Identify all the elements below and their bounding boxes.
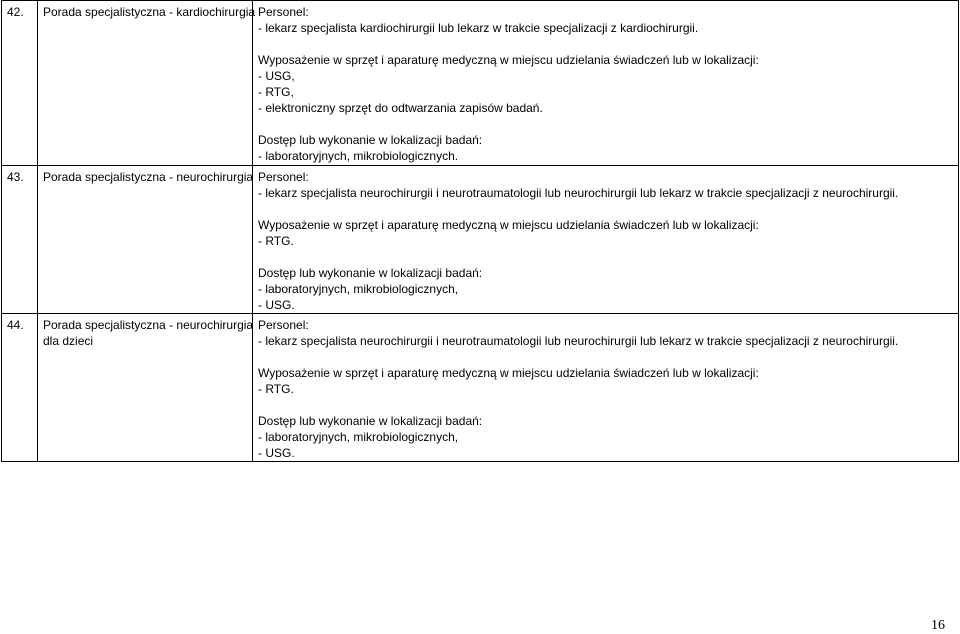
service-name: [38, 166, 253, 314]
equipment-heading: Wyposażenie w sprzęt i aparaturę medyczną w miejscu udzielania świadczeń lub w lokalizacji:: [258, 53, 759, 67]
equipment-item: - RTG.: [258, 234, 294, 248]
service-name: [38, 314, 253, 462]
tests-heading: Dostęp lub wykonanie w lokalizacji badań:: [258, 414, 483, 428]
row-number: 42.: [2, 1, 38, 166]
row-number: 44.: [2, 314, 38, 462]
personnel-heading: Personel:: [258, 170, 309, 184]
equipment-item: - RTG.: [258, 382, 294, 396]
requirements-cell: [253, 166, 959, 314]
service-name-line: Porada specjalistyczna - neurochirurgia: [43, 318, 254, 332]
equipment-heading: Wyposażenie w sprzęt i aparaturę medyczną w miejscu udzielania świadczeń lub w lokalizacji:: [258, 218, 759, 232]
personnel-item: - lekarz specjalista neurochirurgii i neurotraumatologii lub neurochirurgii lub lekarz w trakcie specjalizacji z neurochirurgii.: [258, 186, 899, 200]
service-name-line: Porada specjalistyczna - neurochirurgia: [43, 170, 254, 184]
spacer: [258, 116, 953, 132]
spacer: [258, 349, 953, 365]
personnel-item: - lekarz specjalista neurochirurgii i neurotraumatologii lub neurochirurgii lub lekarz w trakcie specjalizacji z neurochirurgii.: [258, 334, 899, 348]
equipment-item: - RTG,: [258, 85, 294, 99]
row-number: 43.: [2, 166, 38, 314]
spacer: [258, 36, 953, 52]
service-name-line: Porada specjalistyczna - kardiochirurgia: [43, 5, 256, 19]
service-name: [38, 1, 256, 166]
equipment-heading: Wyposażenie w sprzęt i aparaturę medyczną w miejscu udzielania świadczeń lub w lokalizacji:: [258, 366, 759, 380]
service-name-line: dla dzieci: [43, 334, 94, 348]
personnel-heading: Personel:: [258, 5, 309, 19]
requirements-cell: [253, 314, 959, 462]
table-row: [2, 314, 959, 462]
tests-heading: Dostęp lub wykonanie w lokalizacji badań:: [258, 133, 483, 147]
tests-item: - laboratoryjnych, mikrobiologicznych,: [258, 430, 459, 444]
requirements-cell: [253, 1, 959, 166]
spacer: [258, 397, 953, 413]
spacer: [258, 201, 953, 217]
tests-item: - laboratoryjnych, mikrobiologicznych.: [258, 149, 459, 163]
tests-item: - USG.: [258, 446, 295, 460]
equipment-item: - USG,: [258, 69, 295, 83]
personnel-item: - lekarz specjalista kardiochirurgii lub lekarz w trakcie specjalizacji z kardiochirurgii.: [258, 21, 699, 35]
tests-item: - USG.: [258, 298, 295, 312]
tests-item: - laboratoryjnych, mikrobiologicznych,: [258, 282, 459, 296]
equipment-item: - elektroniczny sprzęt do odtwarzania zapisów badań.: [258, 101, 543, 115]
tests-heading: Dostęp lub wykonanie w lokalizacji badań:: [258, 266, 483, 280]
personnel-heading: Personel:: [258, 318, 309, 332]
table-row: [2, 166, 959, 314]
services-table: [1, 0, 959, 462]
spacer: [258, 249, 953, 265]
table-row: [2, 1, 959, 166]
page-number: 16: [931, 618, 945, 633]
